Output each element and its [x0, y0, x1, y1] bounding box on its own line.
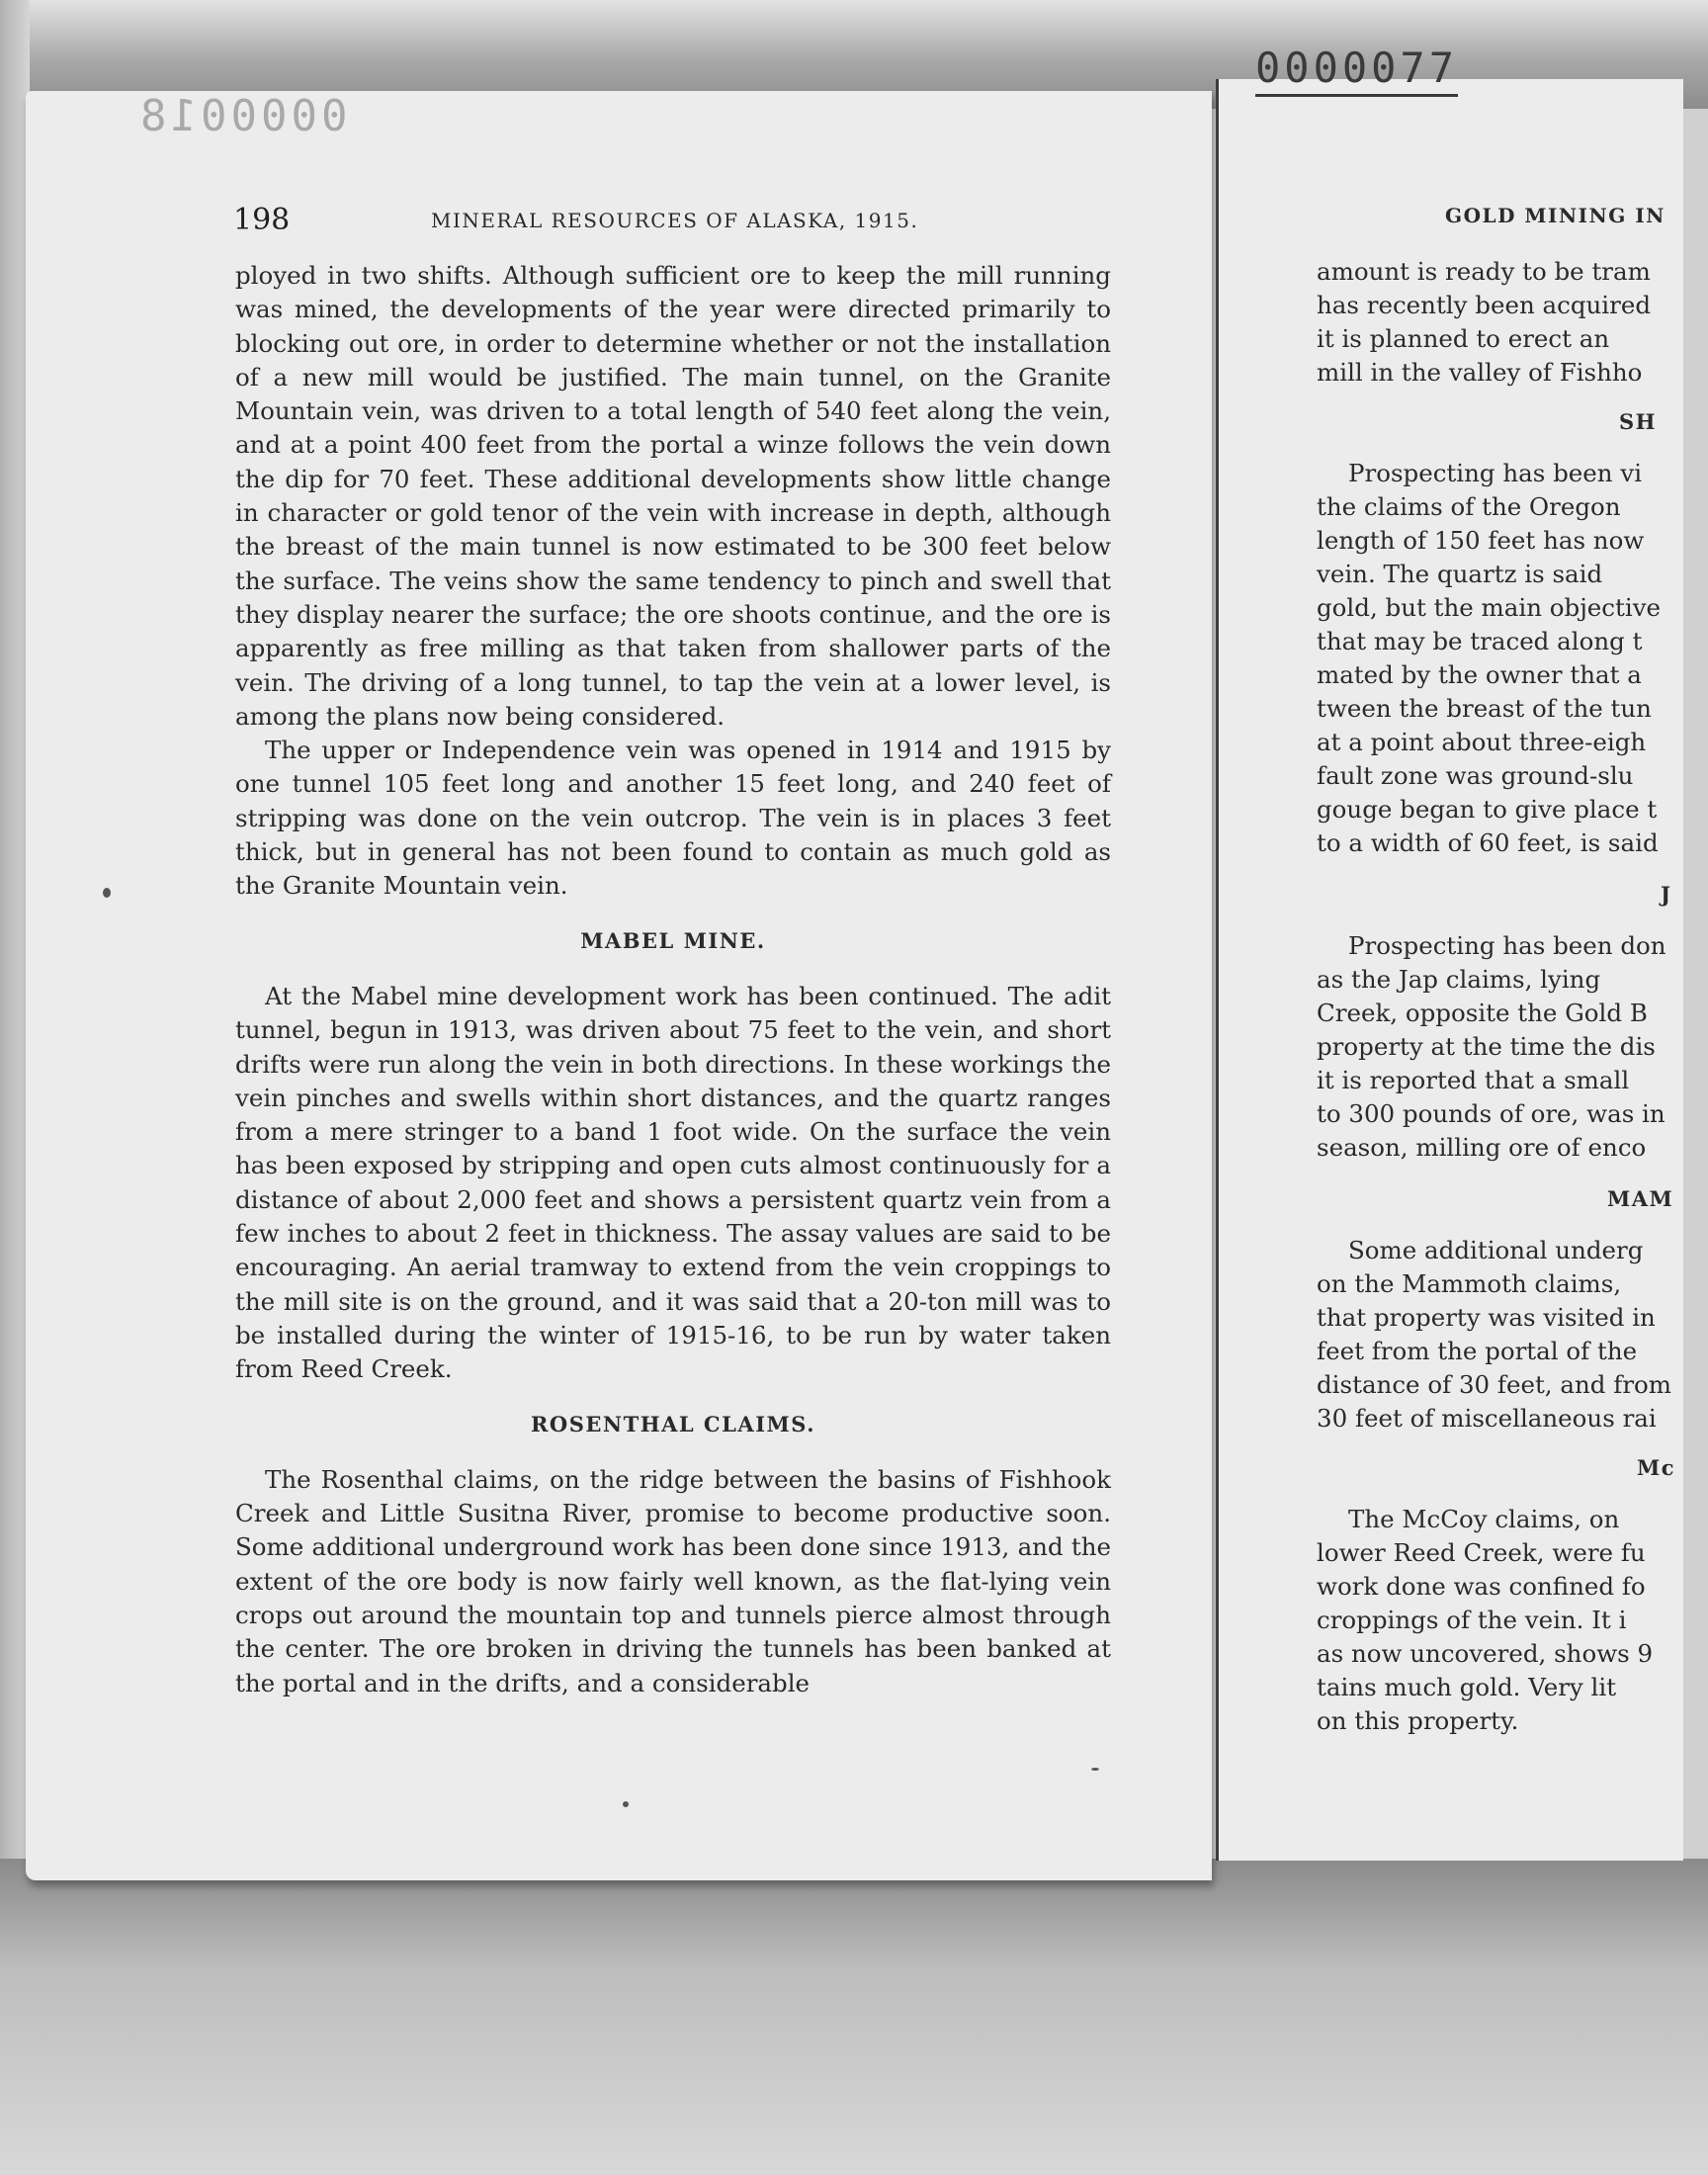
text-line: it is planned to erect an [1317, 324, 1610, 353]
scan-speck [1091, 1768, 1099, 1771]
section-heading: Mc [1637, 1455, 1676, 1480]
text-line: tains much gold. Very lit [1317, 1673, 1617, 1701]
section-heading: MAM [1607, 1186, 1674, 1211]
text-line: as the Jap claims, lying [1317, 965, 1601, 994]
page-stamp-number: 0000077 [1255, 44, 1458, 97]
faded-stamp-number: 0000018 [136, 91, 348, 141]
right-running-head: GOLD MINING IN [1445, 204, 1665, 227]
text-line: season, milling ore of enco [1317, 1133, 1647, 1162]
text-line: gouge began to give place t [1317, 795, 1658, 824]
scan-speck [623, 1801, 629, 1807]
text-line: feet from the portal of the [1317, 1337, 1638, 1365]
text-line: vein. The quartz is said [1317, 560, 1603, 588]
text-line: gold, but the main objective [1317, 593, 1662, 622]
text-line: amount is ready to be tram [1317, 257, 1651, 286]
section-heading: SH [1619, 409, 1658, 434]
text-line: to a width of 60 feet, is said [1317, 828, 1659, 857]
scan-bottom-shadow [0, 1859, 1708, 2175]
text-line: fault zone was ground-slu [1317, 761, 1634, 790]
text-line: as now uncovered, shows 9 [1317, 1639, 1654, 1668]
section-heading-mabel: MABEL MINE. [580, 927, 766, 953]
text-line: the claims of the Oregon [1317, 492, 1621, 521]
text-line: it is reported that a small [1317, 1066, 1630, 1094]
text-line: Prospecting has been don [1348, 931, 1666, 960]
text-line: mill in the valley of Fishho [1317, 358, 1643, 387]
text-line: tween the breast of the tun [1317, 694, 1652, 723]
text-line: that may be traced along t [1317, 627, 1643, 655]
section-heading: J [1661, 882, 1672, 907]
left-page-header [233, 203, 1111, 242]
section-heading-rosenthal: ROSENTHAL CLAIMS. [530, 1411, 816, 1436]
text-line: Prospecting has been vi [1348, 459, 1643, 487]
text-line: distance of 30 feet, and from [1317, 1370, 1672, 1399]
paragraph: At the Mabel mine development work has been continued. The adit tunnel, begun in 1913, was driven about 75 feet to the vein, and short drifts were run along the vein in both directions. In these workings the vein pinches and swells within short distances, and the quartz ranges from a mere stringer to a band 1 foot wide. On the surface the vein has been exposed by stripping and open cuts almost continuously for a distance of about 2,000 feet and shows a persistent quartz vein from a few inches to about 2 feet in thickness. The assay values are said to be encouraging. An aerial tramway to extend from the vein croppings to the mill site is on the ground, and it was said that a 20-ton mill was to be installed during the winter of 1915-16, to be run by water taken from Reed Creek. [235, 981, 1111, 1384]
text-line: work done was confined fo [1317, 1572, 1646, 1601]
paragraph: The upper or Independence vein was opened in 1914 and 1915 by one tunnel 105 feet long and another 15 feet long, and 240 feet of stripping was done on the vein outcrop. The vein is in places 3 feet thick, but in general has not been found to contain as much gold as the Granite Mountain vein. [235, 736, 1111, 901]
paragraph: The Rosenthal claims, on the ridge between the basins of Fishhook Creek and Little Susitna River, promise to become productive soon. Some additional underground work has been done since 1913, and the extent of the ore body is now fairly well known, as the flat-lying vein crops out around the mountain top and tunnels pierce almost through the center. The ore broken in driving the tunnels has been banked at the portal and in the drifts, and a considerable [235, 1464, 1111, 1697]
text-line: to 300 pounds of ore, was in [1317, 1099, 1665, 1128]
text-line: mated by the owner that a [1317, 660, 1642, 689]
text-line: on this property. [1317, 1706, 1519, 1735]
text-line: at a point about three-eigh [1317, 728, 1647, 756]
text-line: 30 feet of miscellaneous rai [1317, 1404, 1657, 1433]
text-line: property at the time the dis [1317, 1032, 1656, 1061]
text-line: Some additional underg [1348, 1236, 1644, 1264]
paragraph: ployed in two shifts. Although sufficient ore to keep the mill running was mined, the developments of the year were directed primarily to blocking out ore, in order to determine whether or not the installation of a new mill would be justified. The main tunnel, on the Granite Mountain vein, was driven to a total length of 540 feet along the vein, and at a point 400 feet from the portal a winze follows the vein down the dip for 70 feet. These additional developments show little change in character or gold tenor of the vein with increase in depth, although the breast of the main tunnel is now estimated to be 300 feet below the surface. The veins show the same tendency to pinch and swell that they display nearer the surface; the ore shoots continue, and the ore is apparently as free milling as that taken from shallower parts of the vein. The driving of a long tunnel, to tap the vein at a lower level, is among the plans now being considered. [235, 261, 1111, 731]
text-line: has recently been acquired [1317, 291, 1652, 319]
text-line: on the Mammoth claims, [1317, 1269, 1622, 1298]
left-text-column [235, 259, 1111, 1700]
scan-speck [103, 888, 111, 898]
text-line: that property was visited in [1317, 1303, 1656, 1332]
text-line: The McCoy claims, on [1348, 1505, 1620, 1533]
text-line: lower Reed Creek, were fu [1317, 1538, 1646, 1567]
page-number: 198 [233, 203, 291, 237]
text-line: croppings of the vein. It i [1317, 1606, 1627, 1634]
text-line: Creek, opposite the Gold B [1317, 999, 1648, 1027]
right-page-text [1218, 79, 1682, 1869]
text-line: length of 150 feet has now [1317, 526, 1645, 555]
running-head: MINERAL RESOURCES OF ALASKA, 1915. [431, 209, 919, 232]
